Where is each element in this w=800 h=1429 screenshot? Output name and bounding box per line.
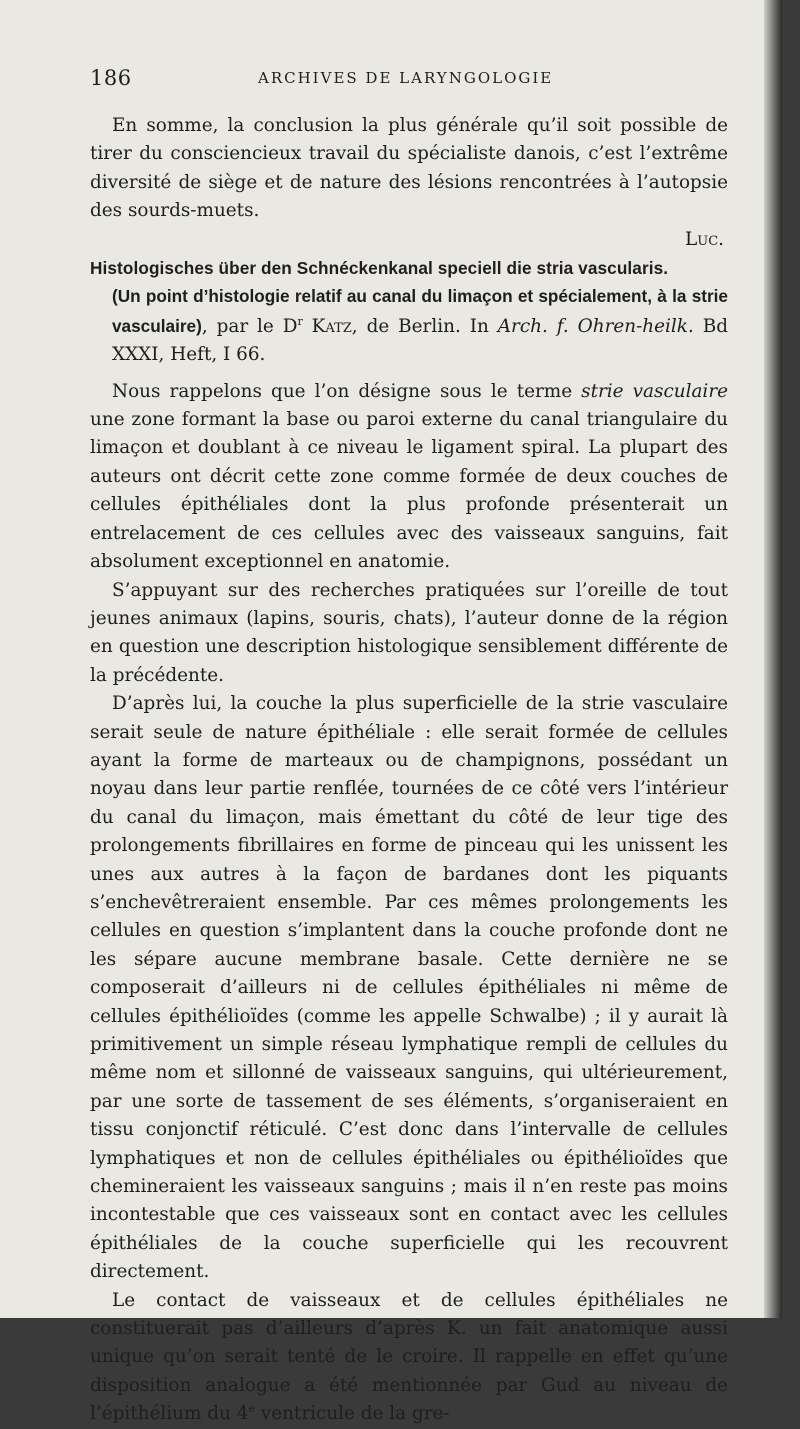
- author-title-sup: r: [297, 314, 303, 328]
- body-text: [90, 112, 728, 1429]
- journal-name: Arch. f. Ohren-heilk.: [497, 315, 694, 337]
- article-subtitle: (Un point d’histologie relatif au canal du limaçon et spécialement, à la strie vasculaire): [112, 286, 728, 336]
- term-strie-vasculaire: strie vasculaire: [581, 380, 728, 402]
- paragraph-4-end: ventricule de la gre-: [254, 1403, 450, 1425]
- journal-volume: Bd XXXI, Heft, I 66.: [112, 315, 729, 366]
- author-place: , de Berlin. In: [351, 315, 498, 337]
- paragraph-4: [90, 1287, 728, 1429]
- author-prefix: , par le D: [201, 315, 298, 337]
- running-title: ARCHIVES DE LARYNGOLOGIE: [258, 69, 554, 87]
- paragraph-2: S’appuyant sur des recherches pratiquées sur l’oreille de tout jeunes animaux (lapins, souris, chats), l’auteur donne de la région en question une description histologique sensiblement différente de la précédente.: [90, 579, 728, 686]
- page-number: 186: [90, 66, 132, 90]
- page-edge-shadow: [764, 0, 782, 1318]
- paragraph-3: D’après lui, la couche la plus superficielle de la strie vasculaire serait seule de nature épithéliale : elle serait formée de cellules ayant la forme de marteaux ou de champignons, possédant un noyau dans leur partie renflée, tournées de ce côté vers l’intérieur du canal du limaçon, mais émettant du côté de leur tige des prolongements fibrillaires en forme de pinceau qui les unissent les unes aux autres à la façon de bardanes dont les piquants s’enchevêtreraient ensemble. Par ces mêmes prolongements les cellules en question s’implantent dans la couche profonde dont ne les sépare aucune membrane basale. Cette dernière ne se composerait d’ailleurs ni de cellules épithéliales ni même de cellules épithélioïdes (comme les appelle Schwalbe) ; il y aurait là primitivement un simple réseau lymphatique rempli de cellules du même nom et sillonné de vaisseaux sanguins, qui ultérieurement, par une sorte de tassement de ses éléments, s’organiseraient en tissu conjonctif réticulé. C’est donc dans l’intervalle de cellules lymphatiques et non de cellules épithéliales ou épithélioïdes que chemineraient les vaisseaux sanguins ; mais il n’en reste pas moins incontestable que ces vaisseaux sont en contact avec les cellules épithéliales de la couche superficielle qui les recouvrent directement.: [90, 693, 728, 1283]
- ordinal-sup: e: [248, 1402, 255, 1416]
- paragraph-1: [90, 378, 728, 577]
- paragraph-1-start: Nous rappelons que l’on désigne sous le terme: [112, 380, 582, 402]
- paragraph-1-end: une zone formant la base ou paroi externe du canal triangulaire du limaçon et doublant à ce niveau le ligament spiral. La plupart des auteurs ont décrit cette zone comme formée de deux couches de cellules épithéliales dont la plus profonde présenterait un entrelacement de ces cellules avec des vaisseaux sanguins, fait absolument exceptionnel en anatomie.: [90, 409, 728, 573]
- author-name: Katz: [311, 315, 352, 337]
- spacer: [90, 370, 728, 378]
- page-header: [90, 66, 730, 96]
- reviewer-signature: Luc.: [685, 228, 724, 250]
- intro-paragraph: En somme, la conclusion la plus générale qu’il soit possible de tirer du consciencieux travail du spécialiste danois, c’est l’extrême diversité de siège et de nature des lésions rencontrées à l’autopsie des sourds-muets.: [90, 115, 728, 222]
- paragraph-4-start: Le contact de vaisseaux et de cellules épithéliales ne constituerait pas d’ailleurs d’après K. un fait anatomique aussi unique qu’on serait tenté de le croire. Il rappelle en effet qu’une disposition analogue a été mentionnée par Gud au niveau de l’épithélium du 4: [90, 1289, 728, 1425]
- article-citation: [90, 282, 728, 369]
- article-title: Histologisches über den Schnéckenkanal speciell die stria vascularis.: [90, 258, 669, 279]
